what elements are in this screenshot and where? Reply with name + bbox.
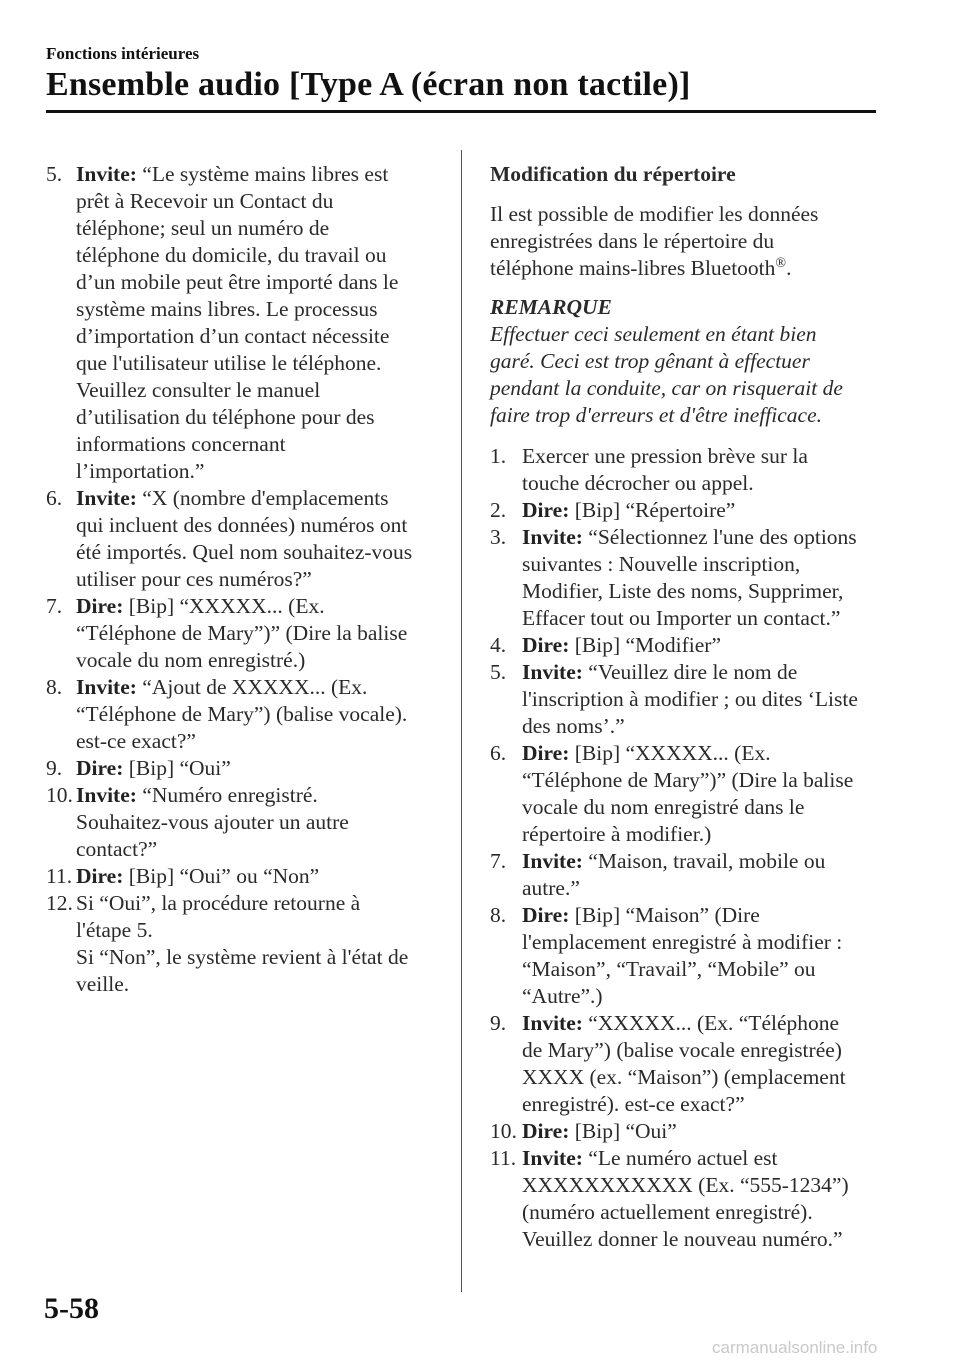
right-column xyxy=(490,161,890,1253)
step-item xyxy=(490,659,890,740)
step-item xyxy=(46,890,438,998)
step-number: 4. xyxy=(490,633,507,657)
step-item xyxy=(46,863,438,890)
step-keyword: Invite: xyxy=(522,525,583,549)
step-body xyxy=(522,524,890,632)
step-text: “X (nombre d'emplacements qui incluent des données) numéros ont été importés. Quel nom souhaitez-vous utiliser pour ces numéros?” xyxy=(76,486,413,591)
page-title: Ensemble audio [Type A (écran non tactile)] xyxy=(46,66,691,103)
step-item xyxy=(490,443,890,497)
right-step-list xyxy=(490,443,890,1253)
step-body xyxy=(522,740,890,848)
step-number: 6. xyxy=(46,486,63,510)
step-text: Si “Oui”, la procédure retourne à l'étape 5. Si “Non”, le système revient à l'état de veille. xyxy=(76,891,409,996)
step-item xyxy=(490,497,890,524)
step-text: Exercer une pression brève sur la touche décrocher ou appel. xyxy=(522,444,808,495)
step-body xyxy=(522,1010,890,1118)
step-body xyxy=(522,632,890,659)
step-item xyxy=(46,782,438,863)
step-body xyxy=(522,902,890,1010)
watermark: carmanualsonline.info xyxy=(712,1338,878,1357)
step-number: 10. xyxy=(490,1119,517,1143)
step-item xyxy=(490,848,890,902)
step-keyword: Dire: xyxy=(522,903,570,927)
step-body xyxy=(522,659,890,740)
step-body xyxy=(76,863,438,890)
step-item xyxy=(46,755,438,782)
step-number: 6. xyxy=(490,741,507,765)
intro-paragraph xyxy=(490,201,890,282)
step-number: 11. xyxy=(46,864,73,888)
step-keyword: Invite: xyxy=(76,783,137,807)
step-item xyxy=(490,740,890,848)
left-column xyxy=(46,161,438,998)
step-item xyxy=(46,485,438,593)
step-text: “XXXXX... (Ex. “Téléphone de Mary”) (balise vocale enregistrée) XXXX (ex. “Maison”) (emplacement enregistré). est-ce exact?” xyxy=(522,1011,846,1116)
step-text: “Le système mains libres est prêt à Recevoir un Contact du téléphone; seul un numéro de téléphone du domicile, du travail ou d’un mobile peut être importé dans le système mains libres. Le processus d’importation d’un contact nécessite que l'utilisateur utilise le téléphone. Veuillez consulter le manuel d’utilisation du téléphone pour des informations concernant l’importation.” xyxy=(76,162,399,483)
step-item xyxy=(490,524,890,632)
step-item xyxy=(490,632,890,659)
step-item xyxy=(490,1118,890,1145)
step-item xyxy=(46,674,438,755)
step-text: [Bip] “Oui” xyxy=(123,756,231,780)
step-text: “Maison, travail, mobile ou autre.” xyxy=(522,849,826,900)
step-text: [Bip] “Modifier” xyxy=(569,633,722,657)
step-number: 8. xyxy=(490,903,507,927)
step-body xyxy=(76,782,438,863)
step-text: [Bip] “Répertoire” xyxy=(569,498,736,522)
step-text: [Bip] “XXXXX... (Ex. “Téléphone de Mary”)” (Dire la balise vocale du nom enregistré.) xyxy=(76,594,408,672)
note-label: REMARQUE xyxy=(490,295,612,319)
step-text: [Bip] “Maison” (Dire l'emplacement enregistré à modifier : “Maison”, “Travail”, “Mobile” ou “Autre”.) xyxy=(522,903,843,1008)
step-number: 8. xyxy=(46,675,63,699)
step-text: [Bip] “XXXXX... (Ex. “Téléphone de Mary”)” (Dire la balise vocale du nom enregistré dans le répertoire à modifier.) xyxy=(522,741,854,846)
note-text: Effectuer ceci seulement en étant bien garé. Ceci est trop gênant à effectuer pendant la conduite, car on risquerait de faire trop d'erreurs et d'être inefficace. xyxy=(490,322,843,427)
step-number: 3. xyxy=(490,525,507,549)
step-number: 9. xyxy=(490,1011,507,1035)
step-text: “Sélectionnez l'une des options suivantes : Nouvelle inscription, Modifier, Liste des noms, Supprimer, Effacer tout ou Importer un contact.” xyxy=(522,525,857,630)
step-number: 1. xyxy=(490,444,507,468)
step-keyword: Dire: xyxy=(522,1119,570,1143)
step-item xyxy=(46,593,438,674)
step-text: [Bip] “Oui” xyxy=(569,1119,677,1143)
section-label: Fonctions intérieures xyxy=(46,44,200,63)
step-body xyxy=(76,161,438,485)
step-number: 10. xyxy=(46,783,73,807)
step-text: “Le numéro actuel est XXXXXXXXXXX (Ex. “555-1234”) (numéro actuellement enregistré). Veuillez donner le nouveau numéro.” xyxy=(522,1146,849,1251)
step-keyword: Invite: xyxy=(76,675,137,699)
step-keyword: Dire: xyxy=(522,498,570,522)
step-item xyxy=(490,1010,890,1118)
section-heading: Modification du répertoire xyxy=(490,162,736,186)
header-rule xyxy=(46,110,876,113)
step-number: 9. xyxy=(46,756,63,780)
step-body xyxy=(522,1118,890,1145)
step-keyword: Invite: xyxy=(76,162,137,186)
intro-text: Il est possible de modifier les données enregistrées dans le répertoire du téléphone mains-libres Bluetooth xyxy=(490,202,819,280)
step-body xyxy=(522,1145,890,1253)
step-body xyxy=(76,890,438,998)
step-item xyxy=(490,902,890,1010)
step-number: 5. xyxy=(490,660,507,684)
step-keyword: Dire: xyxy=(76,594,124,618)
registered-mark: ® xyxy=(775,255,787,271)
step-body xyxy=(522,443,890,497)
step-item xyxy=(46,161,438,485)
step-text: “Veuillez dire le nom de l'inscription à modifier ; ou dites ‘Liste des noms’.” xyxy=(522,660,858,738)
step-keyword: Invite: xyxy=(522,1011,583,1035)
step-number: 11. xyxy=(490,1146,517,1170)
page-number: 5-58 xyxy=(44,1292,99,1325)
step-body xyxy=(76,674,438,755)
step-number: 2. xyxy=(490,498,507,522)
step-body xyxy=(522,497,890,524)
step-text: “Numéro enregistré. Souhaitez-vous ajouter un autre contact?” xyxy=(76,783,349,861)
step-body xyxy=(76,593,438,674)
step-text: [Bip] “Oui” ou “Non” xyxy=(123,864,320,888)
step-keyword: Invite: xyxy=(522,660,583,684)
left-step-list xyxy=(46,161,438,998)
column-divider xyxy=(461,150,462,1292)
step-number: 5. xyxy=(46,162,63,186)
step-keyword: Dire: xyxy=(522,633,570,657)
step-number: 12. xyxy=(46,891,73,915)
step-number: 7. xyxy=(46,594,63,618)
step-item xyxy=(490,1145,890,1253)
step-number: 7. xyxy=(490,849,507,873)
step-keyword: Invite: xyxy=(522,1146,583,1170)
step-keyword: Dire: xyxy=(522,741,570,765)
step-body xyxy=(76,755,438,782)
step-keyword: Invite: xyxy=(76,486,137,510)
step-text: “Ajout de XXXXX... (Ex. “Téléphone de Mary”) (balise vocale). est-ce exact?” xyxy=(76,675,408,753)
step-body xyxy=(522,848,890,902)
step-body xyxy=(76,485,438,593)
step-keyword: Dire: xyxy=(76,864,124,888)
step-keyword: Dire: xyxy=(76,756,124,780)
step-keyword: Invite: xyxy=(522,849,583,873)
intro-end: . xyxy=(786,256,792,280)
